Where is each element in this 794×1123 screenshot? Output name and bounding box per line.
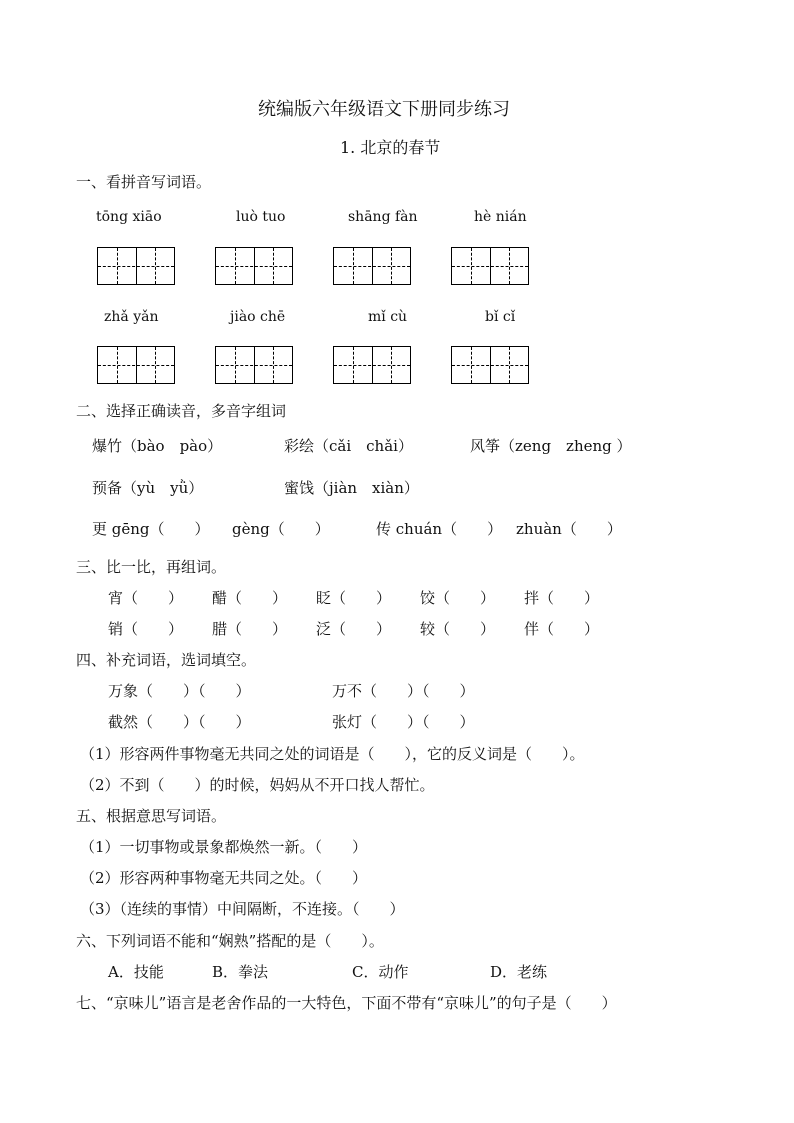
polyphone-item: 彩绘（cǎi chǎi）: [284, 437, 413, 455]
tianzige-box[interactable]: [215, 247, 293, 285]
choice-option[interactable]: B．拳法: [212, 963, 269, 981]
choice-option[interactable]: A．技能: [108, 963, 164, 981]
pinyin-label: luò tuo: [236, 209, 286, 225]
tianzige-box[interactable]: [451, 247, 529, 285]
tianzige-box[interactable]: [333, 346, 411, 384]
pinyin-label: zhǎ yǎn: [104, 309, 159, 325]
lesson-title: 1. 北京的春节: [340, 138, 441, 157]
compare-item[interactable]: 较（ ）: [420, 620, 496, 638]
fill-question: （1）形容两件事物毫无共同之处的词语是（ ），它的反义词是（ ）。: [80, 745, 585, 763]
meaning-question: （2）形容两种事物毫无共同之处。（ ）: [80, 869, 368, 887]
tianzige-box[interactable]: [97, 247, 175, 285]
polyphone-blank[interactable]: 传 chuán（ ）: [376, 520, 503, 538]
polyphone-blank[interactable]: zhuàn（ ）: [516, 520, 622, 538]
section-5-heading: 五、根据意思写词语。: [76, 807, 227, 825]
compare-item[interactable]: 饺（ ）: [420, 589, 496, 607]
compare-item[interactable]: 销（ ）: [108, 620, 184, 638]
idiom-blank[interactable]: 张灯（ ）（ ）: [332, 713, 475, 731]
compare-item[interactable]: 伴（ ）: [524, 620, 600, 638]
tianzige-box[interactable]: [215, 346, 293, 384]
polyphone-item: 蜜饯（jiàn xiàn）: [284, 479, 419, 497]
choice-option[interactable]: C．动作: [352, 963, 409, 981]
compare-item[interactable]: 拌（ ）: [524, 589, 600, 607]
section-1-heading: 一、看拼音写词语。: [76, 173, 212, 191]
compare-item[interactable]: 眨（ ）: [316, 589, 392, 607]
section-7-heading: 七、“京味儿”语言是老舍作品的一大特色，下面不带有“京味儿”的句子是（ ）: [76, 994, 617, 1012]
compare-item[interactable]: 腊（ ）: [212, 620, 288, 638]
pinyin-label: shāng fàn: [348, 209, 418, 225]
polyphone-item: 预备（yù yǜ）: [92, 479, 204, 497]
pinyin-label: jiào chē: [230, 309, 286, 325]
polyphone-item: 爆竹（bào pào）: [92, 437, 223, 455]
tianzige-box[interactable]: [333, 247, 411, 285]
pinyin-label: bǐ cǐ: [485, 309, 516, 325]
meaning-question: （1）一切事物或景象都焕然一新。（ ）: [80, 838, 368, 856]
choice-option[interactable]: D．老练: [490, 963, 548, 981]
compare-item[interactable]: 宵（ ）: [108, 589, 184, 607]
compare-item[interactable]: 泛（ ）: [316, 620, 392, 638]
polyphone-item: 风筝（zeng zheng ）: [470, 437, 632, 455]
pinyin-label: hè nián: [474, 209, 527, 225]
polyphone-blank[interactable]: gèng（ ）: [232, 520, 330, 538]
compare-item[interactable]: 醋（ ）: [212, 589, 288, 607]
tianzige-box[interactable]: [451, 346, 529, 384]
idiom-blank[interactable]: 截然（ ）（ ）: [108, 713, 251, 731]
meaning-question: （3）（连续的事情）中间隔断，不连接。（ ）: [80, 900, 405, 918]
fill-question: （2）不到（ ）的时候，妈妈从不开口找人帮忙。: [80, 776, 435, 794]
section-2-heading: 二、选择正确读音，多音字组词: [76, 402, 287, 420]
idiom-blank[interactable]: 万不（ ）（ ）: [332, 682, 475, 700]
section-3-heading: 三、比一比，再组词。: [76, 558, 227, 576]
pinyin-label: tōng xiāo: [96, 209, 162, 225]
tianzige-box[interactable]: [97, 346, 175, 384]
polyphone-blank[interactable]: 更 gēng（ ）: [92, 520, 210, 538]
pinyin-label: mǐ cù: [368, 309, 408, 325]
worksheet-title: 统编版六年级语文下册同步练习: [258, 99, 510, 120]
idiom-blank[interactable]: 万象（ ）（ ）: [108, 682, 251, 700]
section-6-heading: 六、下列词语不能和“娴熟”搭配的是（ ）。: [76, 932, 384, 950]
section-4-heading: 四、补充词语，选词填空。: [76, 651, 257, 669]
